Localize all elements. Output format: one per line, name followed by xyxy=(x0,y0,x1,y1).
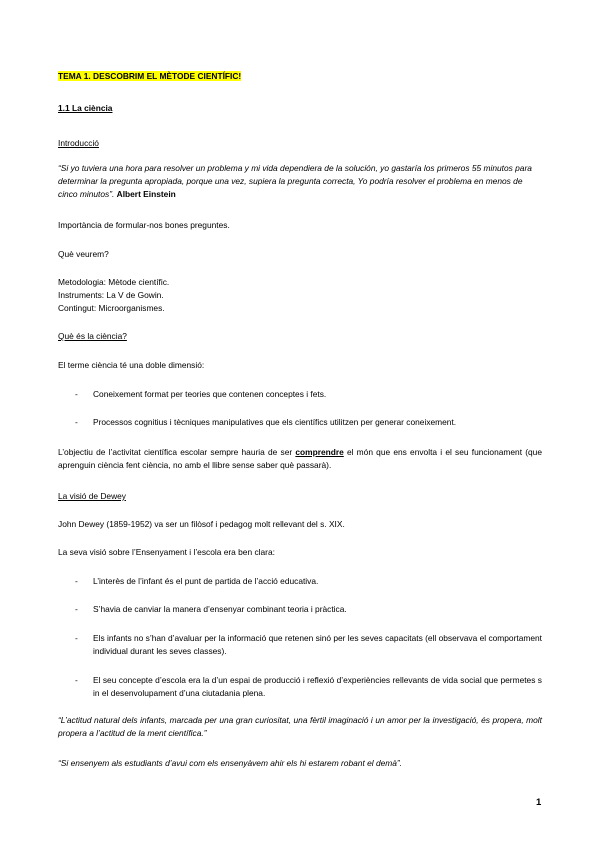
importance-text: Importància de formular-nos bones preguntes. xyxy=(58,220,230,230)
page-number: 1 xyxy=(536,797,542,808)
section-heading: 1.1 La ciència xyxy=(58,103,113,113)
list-item-text: Coneixement format per teories que contenen conceptes i fets. xyxy=(93,389,327,399)
list-item-text: Els infants no s’han d’avaluar per la informació que retenen sinó per les seves capacitats (ell observava el comportament individual durant les seves classes). xyxy=(93,633,542,657)
what-is-science-heading: Què és la ciència? xyxy=(58,331,127,341)
dewey-vision: La seva visió sobre l’Ensenyament i l’escola era ben clara: xyxy=(58,547,275,557)
list-item-text: Processos cognitius i tècniques manipulatives que els científics utilitzen per generar coneixement. xyxy=(93,417,457,427)
bullet-dash: - xyxy=(75,389,78,399)
document-title: TEMA 1. DESCOBRIM EL MÈTODE CIENTÍFIC! xyxy=(58,71,242,81)
list-item-text: El seu concepte d’escola era la d’un espai de producció i reflexió d’experiències rellevants de vida social que permetes s in el desenvolupament d’una ciutadania plena. xyxy=(93,675,542,699)
methodology-line: Metodologia: Mètode científic. xyxy=(58,277,170,287)
content-line: Contingut: Microorganismes. xyxy=(58,303,165,313)
instruments-line: Instruments: La V de Gowin. xyxy=(58,290,164,300)
attitude-quote: “L’actitud natural dels infants, marcada per una gran curiositat, una fèrtil imaginació i un amor per la investigació, és propera, molt propera a l’actitud de la ment científica.” xyxy=(58,715,542,739)
dewey-bio: John Dewey (1859-1952) va ser un filòsof i pedagog molt rellevant del s. XIX. xyxy=(58,519,345,529)
comprendre-emphasis: comprendre xyxy=(295,447,344,457)
list-item-text: L’interès de l’infant és el punt de partida de l’acció educativa. xyxy=(93,576,319,586)
bullet-dash: - xyxy=(75,675,78,685)
bullet-dash: - xyxy=(75,417,78,427)
teach-quote: “Si ensenyem als estudiants d’avui com els ensenyàvem ahir els hi estarem robant el demà”. xyxy=(58,758,403,768)
einstein-quote-text: “Si yo tuviera una hora para resolver un problema y mi vida dependiera de la solución, yo gastaría los primeros 55 minutos para determinar la pregunta apropiada, porque una vez, supiera la pregunta correcta, Yo podría resolver el problema en menos de cinco minutos”. xyxy=(58,163,532,200)
einstein-quote xyxy=(58,162,542,201)
bullet-dash: - xyxy=(75,633,78,643)
dewey-heading: La visió de Dewey xyxy=(58,491,126,501)
list-item-text: S’havia de canviar la manera d’ensenyar combinant teoria i pràctica. xyxy=(93,604,347,614)
what-we-see-heading: Què veurem? xyxy=(58,249,109,259)
einstein-quote-author: Albert Einstein xyxy=(116,189,176,200)
double-dimension-text: El terme ciència té una doble dimensió: xyxy=(58,360,205,370)
bullet-dash: - xyxy=(75,576,78,586)
intro-heading: Introducció xyxy=(58,138,99,148)
objective-paragraph: L’objectiu de l’activitat científica escolar sempre hauria de ser comprendre el món que ens envolta i el seu funcionament (que aprenguin ciència fent ciència, no amb el llibre sense saber què passarà). xyxy=(58,447,542,471)
bullet-dash: - xyxy=(75,604,78,614)
